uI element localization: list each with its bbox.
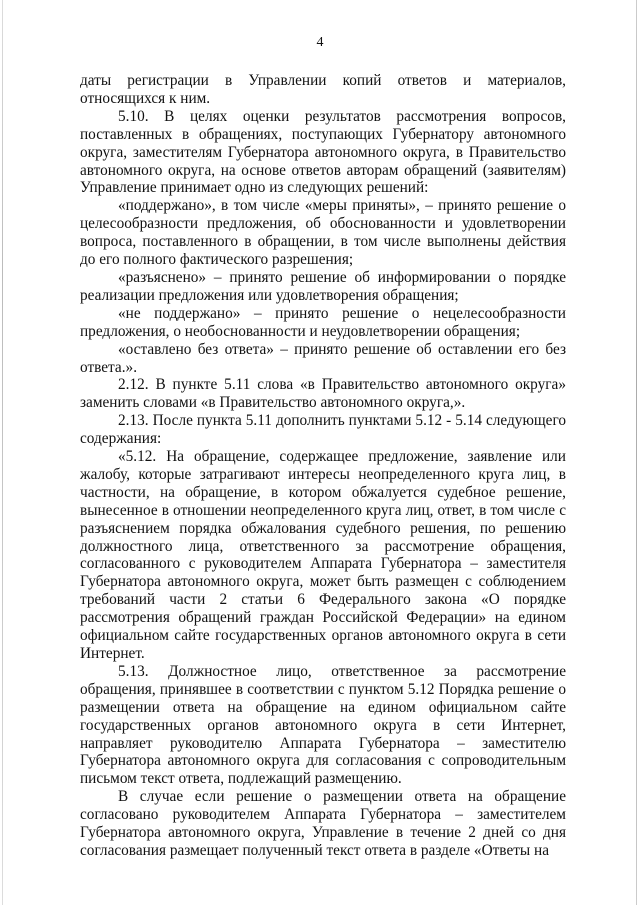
paragraph: «разъяснено» – принято решение об информировании о порядке реализации предложения или удовлетворения обращения; xyxy=(80,268,566,304)
paragraph: «оставлено без ответа» – принято решение об оставлении его без ответа.». xyxy=(80,340,566,376)
paragraph: «поддержано», в том числе «меры приняты», – принято решение о целесообразности предложения, об обоснованности и удовлетворении вопроса, поставленного в обращении, в том числе выполнены действия до его полного фактического разрешения; xyxy=(80,197,566,269)
paragraph: 2.12. В пункте 5.11 слова «в Правительство автономного округа» заменить словами «в Правительство автономного округа,». xyxy=(80,376,566,412)
paragraph: В случае если решение о размещении ответа на обращение согласовано руководителем Аппарата Губернатора – заместителем Губернатора автономного округа, Управление в течение 2 дней со дня согласования размещает полученный текст ответа в разделе «Ответы на xyxy=(80,788,566,859)
scan-edge-left xyxy=(2,0,3,905)
paragraph: «не поддержано» – принято решение о нецелесообразности предложения, о необоснованности и неудовлетворении обращения; xyxy=(80,304,566,340)
paragraph: даты регистрации в Управлении копий ответов и материалов, относящихся к ним. xyxy=(80,72,566,107)
paragraph: 2.13. После пункта 5.11 дополнить пунктами 5.12 - 5.14 следующего содержания: xyxy=(80,412,566,448)
paragraph: «5.12. На обращение, содержащее предложение, заявление или жалобу, которые затрагивают интересы неопределенного круга лиц, в частности, на обращение, в котором обжалуется судебное решение, вынесенное в отношении неопределенного круга лиц, ответ, в том числе с разъяснением порядка обжалования судебного решения, по решению должностного лица, ответственного за рассмотрение обращения, согласованного с руководителем Аппарата Губернатора – заместителя Губернатора автономного округа, может быть размещен с соблюдением требований части 2 статьи 6 Федерального закона «О порядке рассмотрения обращений граждан Российской Федерации» на едином официальном сайте государственных органов автономного округа в сети Интернет. xyxy=(80,448,566,662)
scan-edge-right xyxy=(636,0,637,905)
page-number: 4 xyxy=(316,35,324,50)
document-body xyxy=(80,72,566,860)
paragraph: 5.13. Должностное лицо, ответственное за рассмотрение обращения, принявшее в соответствии с пунктом 5.12 Порядка решение о размещении ответа на обращение на едином официальном сайте государственных органов автономного округа в сети Интернет, направляет руководителю Аппарата Губернатора – заместителю Губернатора автономного округа для согласования с сопроводительным письмом текст ответа, подлежащий размещению. xyxy=(80,662,566,788)
paragraph: 5.10. В целях оценки результатов рассмотрения вопросов, поставленных в обращениях, поступающих Губернатору автономного округа, заместителям Губернатора автономного округа, в Правительство автономного округа, на основе ответов авторам обращений (заявителям) Управление принимает одно из следующих решений: xyxy=(80,107,566,197)
